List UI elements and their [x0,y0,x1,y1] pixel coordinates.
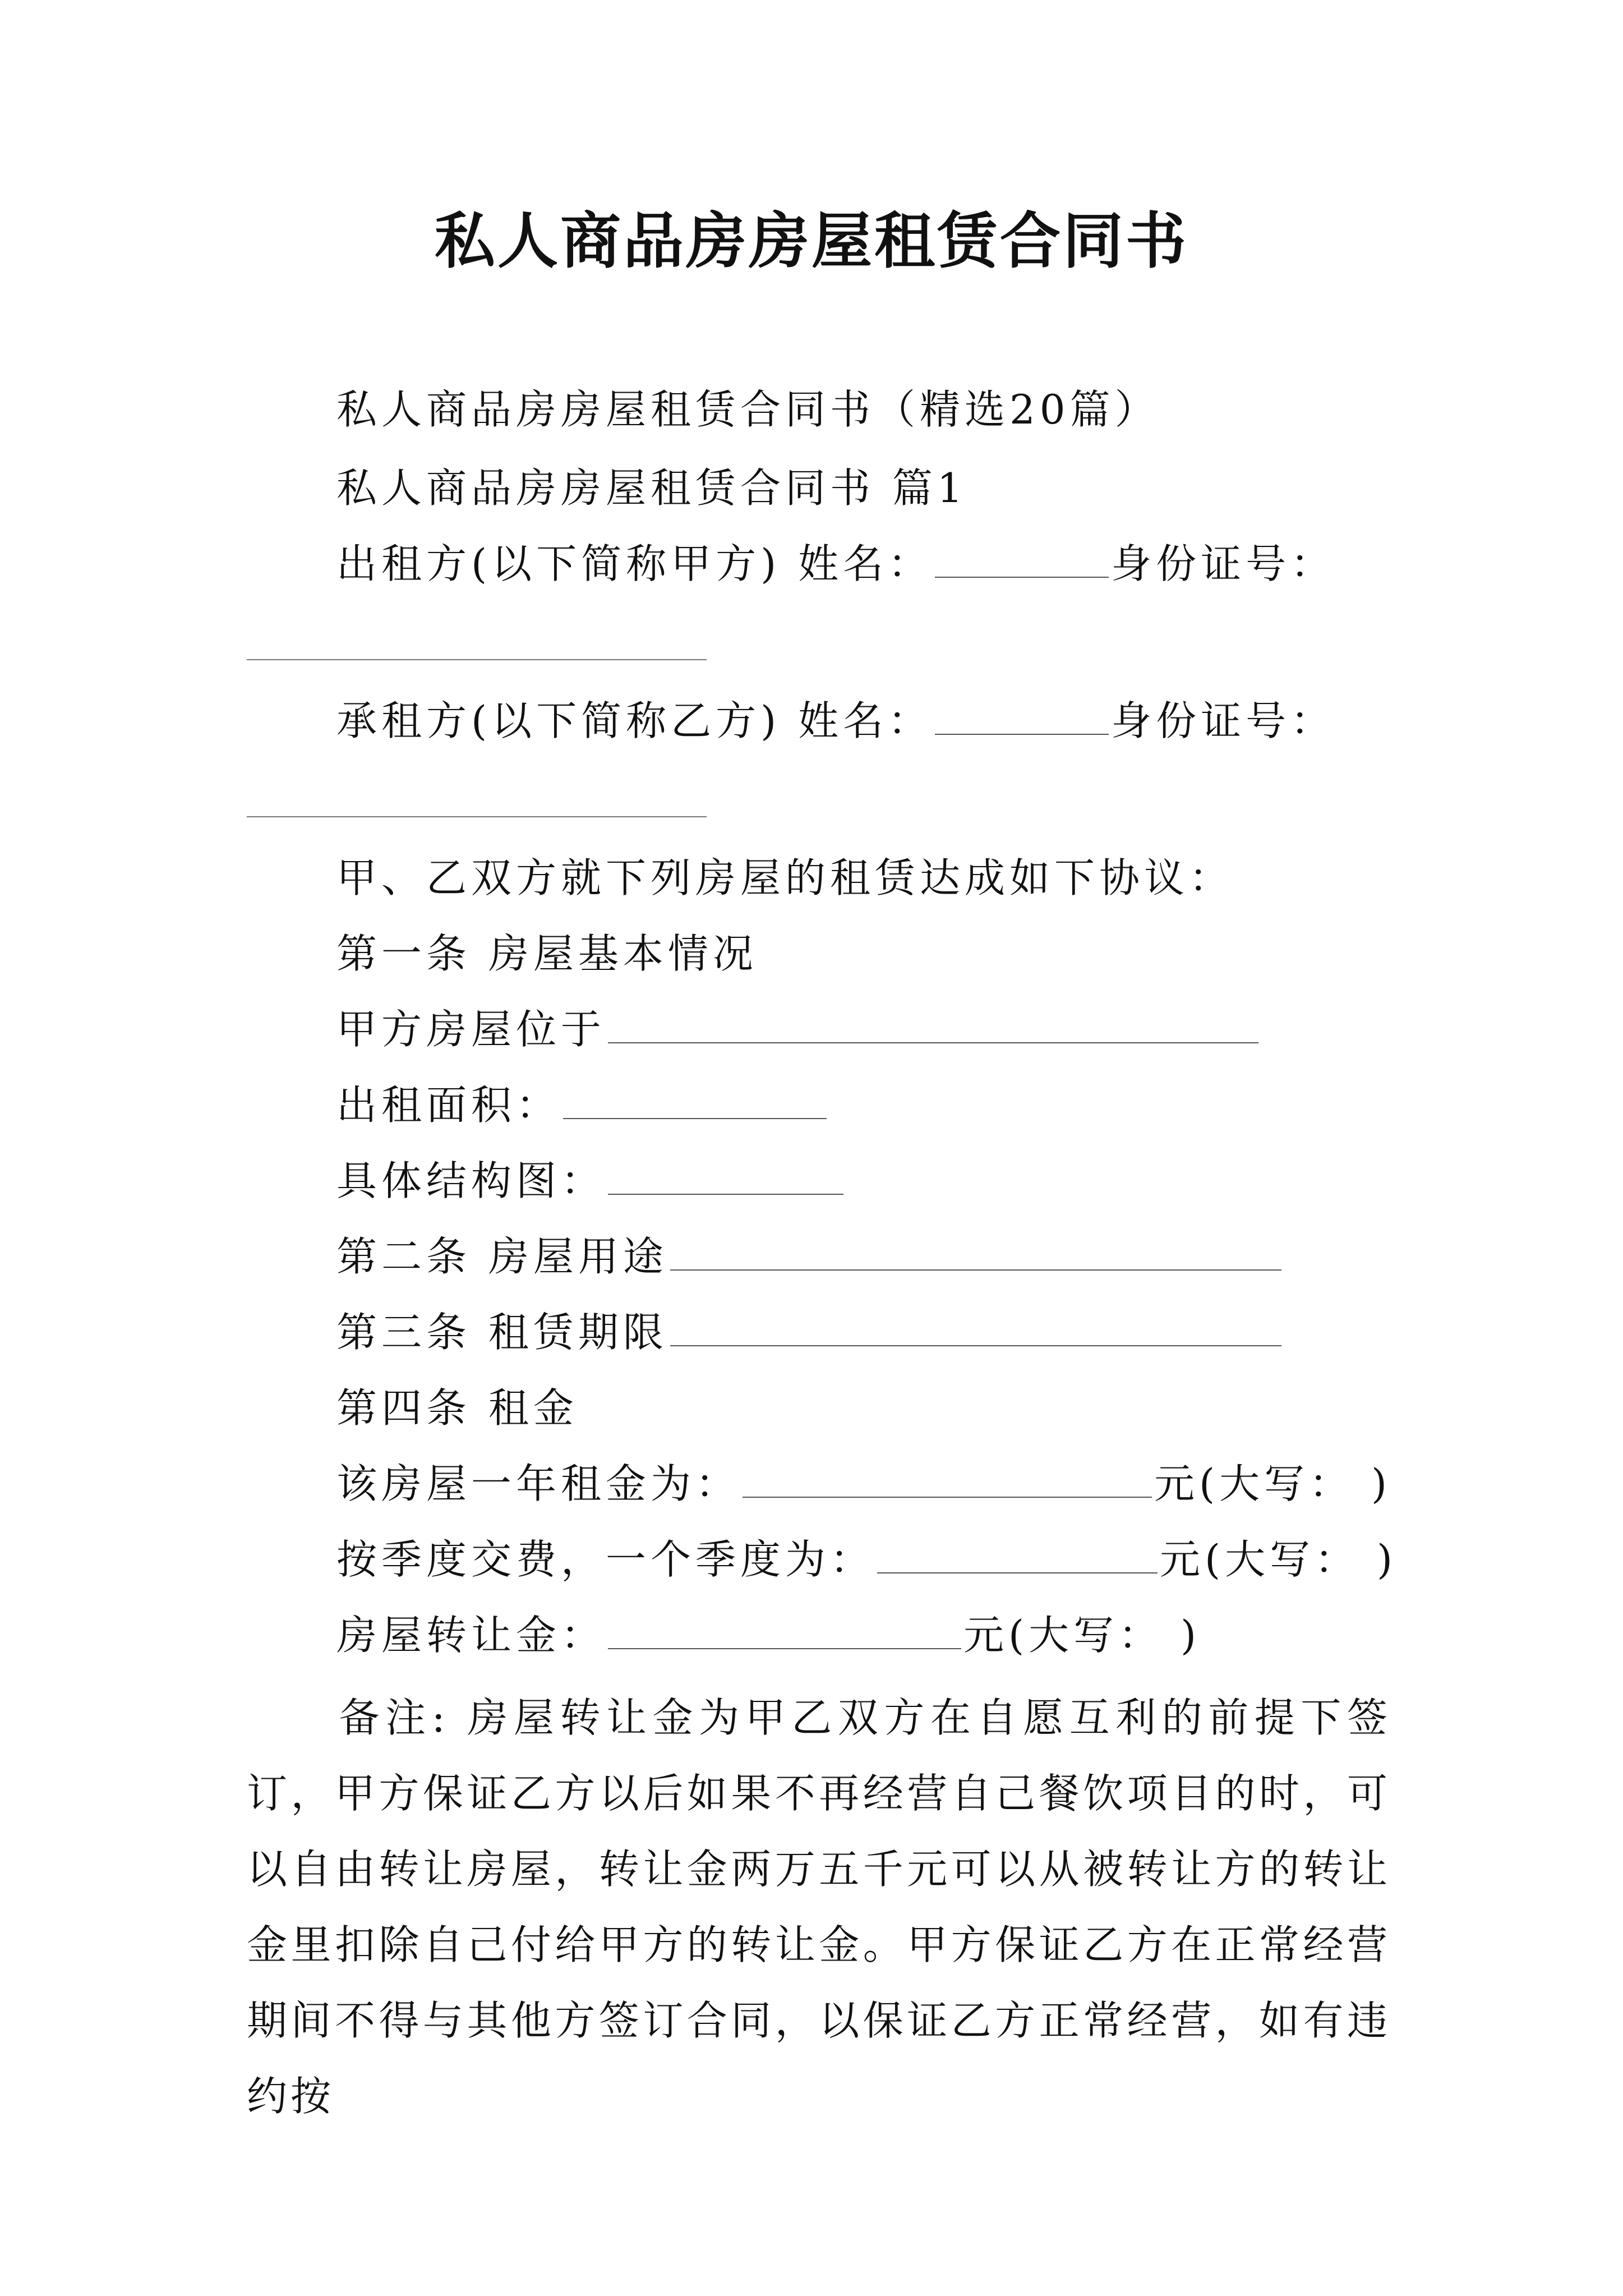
lessor-id-label: 身份证号： [1111,540,1336,587]
lessee-name-blank [935,700,1109,735]
remark-paragraph [247,1680,1391,2134]
annual-rent-blank [743,1463,1152,1498]
article-3-heading: 第三条 租赁期限 [336,1309,668,1356]
structure-blank [608,1160,843,1195]
annual-rent-line [336,1456,1391,1512]
transfer-fee-line [336,1607,1201,1663]
location-label: 甲方房屋位于 [336,1006,606,1053]
subtitle: 私人商品房房屋租赁合同书（精选20篇） [336,386,1160,433]
lessor-line [336,536,1335,592]
remark-text: 备注: 房屋转让金为甲乙双方在自愿互利的前提下签订，甲方保证乙方以后如果不再经营自己餐饮项目的时，可以自由转让房屋，转让金两万五千元可以从被转让方的转让金里扣除自己付给甲方的转让金。甲方保证乙方在正常经营期间不得与其他方签订合同，以保证乙方正常经营，如有违约按 [247,1694,1391,2120]
section-heading: 私人商品房房屋租赁合同书 篇1 [336,464,967,512]
transfer-fee-suffix: 元(大写： ) [963,1612,1201,1659]
annual-rent-suffix: 元(大写： ) [1154,1460,1392,1507]
lessee-line [336,693,1335,749]
quarterly-rent-line [336,1531,1397,1588]
structure-label: 具体结构图： [336,1157,606,1204]
lessee-name-label: 承租方(以下简称乙方) 姓名： [336,697,933,744]
lessor-id-blank [247,659,707,660]
quarterly-rent-label: 按季度交费，一个季度为： [336,1536,875,1583]
quarterly-rent-blank [877,1539,1158,1573]
annual-rent-label: 该房屋一年租金为： [336,1460,741,1507]
transfer-fee-label: 房屋转让金： [336,1612,606,1659]
article-2-line [336,1228,1284,1285]
lessor-name-blank [935,543,1109,578]
article-1-heading: 第一条 房屋基本情况 [336,930,758,977]
agreement-line: 甲、乙双方就下列房屋的租赁达成如下协议： [336,854,1234,901]
article-4-heading: 第四条 租金 [336,1384,578,1432]
article-2-heading: 第二条 房屋用途 [336,1233,668,1280]
usage-blank [670,1236,1281,1271]
term-blank [670,1312,1281,1346]
area-blank [563,1084,827,1119]
lessee-id-blank [247,816,707,817]
transfer-fee-blank [608,1614,961,1649]
area-line [336,1077,829,1133]
structure-line [336,1153,846,1209]
document-title: 私人商品房房屋租赁合同书 [434,206,1188,277]
lessor-name-label: 出租方(以下简称甲方) 姓名： [336,540,933,587]
area-label: 出租面积： [336,1082,561,1129]
article-3-line [336,1304,1284,1360]
lessee-id-label: 身份证号： [1111,697,1336,744]
location-blank [608,1009,1258,1043]
quarterly-rent-suffix: 元(大写： ) [1160,1536,1398,1583]
location-line [336,1001,1261,1057]
